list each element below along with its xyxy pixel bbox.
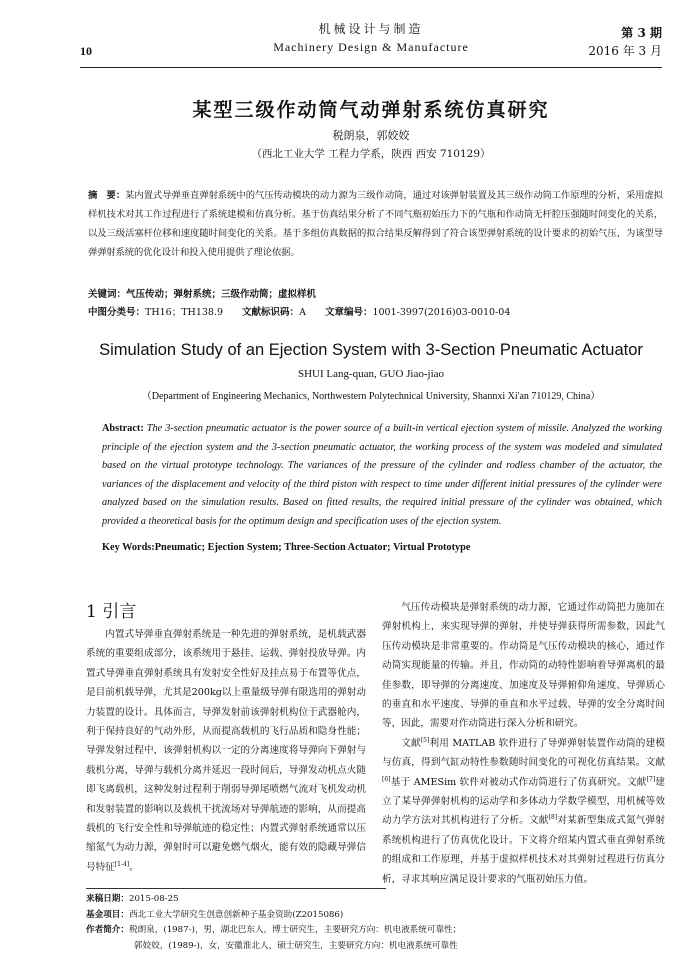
abstract-cn-label: 摘 要： (88, 190, 126, 201)
doc-code-value: A (299, 307, 306, 318)
keywords-en (102, 542, 662, 553)
fund-label: 基金项目： (86, 909, 129, 920)
citation-ref: [1-4] (114, 860, 130, 868)
authors-en: SHUI Lang-quan, GUO Jiao-jiao (297, 368, 445, 380)
footnote-bio (86, 923, 462, 939)
abstract-en (102, 420, 662, 531)
article-no-label: 文章编号： (324, 307, 373, 318)
keywords-cn (88, 286, 663, 304)
classification-cn (88, 304, 663, 322)
footnote-bio-cont: 郭姣姣，(1989-)，女，安徽淮北人，硕士研究生，主要研究方向：机电液系统可靠性 (134, 940, 458, 951)
abstract-en-text: The 3-section pneumatic actuator is the power source of a built-in vertical ejection system of missile. Analyzed the working principle of the ejection system and the 3-section pneumatic actuator, the working process of the system was modeled and simulated based on the virtual prototype technology. The variances of the pressure of the cylinder and rodless chamber of the actuator, the variances of the displacement and velocity of the third piston with respect to time under different initial pressures of the cylinder were analyzed based on the simulation results. Based on fitted results, the required initial pressure of the cylinder was obtained, which provided a theoretical basis for the optimum design and specification uses of the ejection system. (102, 423, 662, 527)
body-paragraph: 气压传动模块是弹射系统的动力源，它通过作动筒把力施加在弹射机构上，来实现导弹的弹射，并使导弹获得所需参数，因此气压传动模块是非常重要的。作动筒是气压传动模块的核心，通过作动筒实现能量的传输。并且，作动筒的动特性影响着导弹离机的最佳参数，即导弹的分离速度、加速度及导弹俯仰角速度、导弹质心的垂直和水平速度、导弹的垂直和水平过载、导弹的安全分离时间等，因此，需要对作动筒进行深入分析和研究。 (382, 602, 665, 730)
body-column-right (382, 598, 665, 889)
paragraph-text: 利用 MATLAB 软件进行了导弹弹射装置作动筒的建模与仿真，得到气缸动特性参数随时间变化的可视化仿真结果。文献 (382, 737, 666, 769)
page-number: 10 (80, 44, 92, 58)
issue-number: 第 3 期 (621, 26, 662, 40)
fund-value: 西北工业大学研究生创意创新种子基金资助(Z2015086) (128, 909, 344, 920)
authors-cn: 税朗泉，郭姣姣 (332, 129, 410, 142)
abstract-en-label: Abstract: (102, 423, 144, 434)
doc-code-label: 文献标识码： (242, 307, 300, 318)
journal-name-en: Machinery Design & Manufacture (273, 40, 469, 54)
paragraph-text: 建立了某导弹弹射机构的运动学和多体动力学数学模型，用机械等效动力学方法对其机构进行了分析。文献 (382, 776, 666, 827)
section-heading: 1 引言 (86, 602, 137, 622)
bio-label: 作者简介： (86, 925, 129, 935)
body-column-left (86, 625, 366, 877)
citation-ref: [7] (646, 775, 656, 783)
body-paragraph (86, 625, 366, 877)
paragraph-text: 对某新型集成式氮气弹射系统机构进行了仿真优化设计。下文将介绍某内置式垂直弹射系统的组成和工作原理，并基于虚拟样机技术对其弹射过程进行仿真分析，寻求其响应满足设计要求的气瓶初始压力值。 (382, 815, 666, 885)
keywords-cn-label: 关键词： (88, 289, 127, 300)
paper-title-cn: 某型三级作动筒气动弹射系统仿真研究 (192, 99, 550, 121)
affiliation-cn: （西北工业大学 工程力学系，陕西 西安 710129） (251, 148, 491, 160)
paragraph-text: 基于 AMESim 软件对被动式作动筒进行了仿真研究。文献 (390, 776, 647, 788)
citation-ref: [5] (420, 736, 430, 744)
keywords-en-label: Key Words: (102, 542, 155, 553)
keywords-cn-text: 气压传动；弹射系统；三级作动筒；虚拟样机 (126, 289, 317, 300)
citation-ref: [6] (382, 775, 391, 783)
paragraph-text: 内置式导弹垂直弹射系统是一种先进的弹射系统，是机载武器系统的重要组成部分，该系统用于悬挂、运载、弹射投放导弹。内置式导弹垂直弹射系统具有发射安全性好及挂点易于布置等优点，是目前机载导弹，尤其是200kg以上重量级导弹有限选用的弹射动力装置的设计。具体而言，导弹发射前该弹射机构位于武器舱内，利于保持良好的气动外形，从而提高载机的飞行品质和隐身性能；导弹发射过程中，该弹射机构以一定的分离速度将导弹向下弹射与载机分离，导弹与载机分离并延迟一段时间后，导弹发动机点火随即飞离载机，这种发射过程利于削弱导弹尾喷燃气流对飞机发动机和发射装置的影响以及载机干扰流场对导弹航迹的影响，从而提高载机的飞行安全性和导弹航迹的稳定性；内置式弹射系统通常以压缩氮气为动力源，弹射时可以避免燃气烟火，能有效的隐藏导弹信号特征 (86, 629, 366, 873)
abstract-cn (88, 186, 663, 262)
keywords-en-text: Pneumatic; Ejection System; Three-Section Actuator; Virtual Prototype (154, 542, 471, 553)
paragraph-end: 。 (129, 861, 139, 873)
issue-date: 2016 年 3 月 (588, 44, 662, 58)
affiliation-en: （Department of Engineering Mechanics, Northwestern Polytechnical University, Shannxi Xi'an 710129, China） (141, 391, 601, 402)
footnote-received (86, 892, 386, 908)
citation-ref: [8] (548, 814, 558, 822)
article-no-value: 1001-3997(2016)03-0010-04 (372, 307, 511, 318)
body-paragraph (382, 734, 665, 889)
abstract-cn-text: 某内置式导弹垂直弹射系统中的气压传动模块的动力源为三级作动筒，通过对该弹射装置及其三级作动筒工作原理的分析，采用虚拟样机技术对其工作过程进行了系统建模和仿真分析。基于仿真结果分析了不同气瓶初始压力下的气瓶和作动筒无杆腔压强随时间变化的关系，以及三级活塞杆位移和速度随时间变化的关系。基于多组仿真数据的拟合结果反解得到了符合该型弹射系统的设计要求的初始气压，为该型导弹弹射系统的优化设计和投入使用提供了理论依据。 (88, 190, 663, 258)
footnote-fund (86, 908, 386, 924)
paragraph-text: 文献 (401, 737, 421, 749)
bio-value: 税朗泉，(1987-)，男，湖北巴东人，博士研究生，主要研究方向：机电液系统可靠性； (128, 925, 462, 935)
running-header (80, 20, 662, 68)
journal-name-cn: 机械设计与制造 (318, 22, 424, 36)
clc-label: 中图分类号： (88, 307, 146, 318)
paper-title-en: Simulation Study of an Ejection System with 3-Section Pneumatic Actuator (99, 341, 643, 359)
clc-value: TH16；TH138.9 (145, 307, 224, 318)
received-value: 2015-08-25 (128, 894, 179, 904)
footnote (86, 888, 462, 954)
received-label: 来稿日期： (86, 894, 129, 904)
